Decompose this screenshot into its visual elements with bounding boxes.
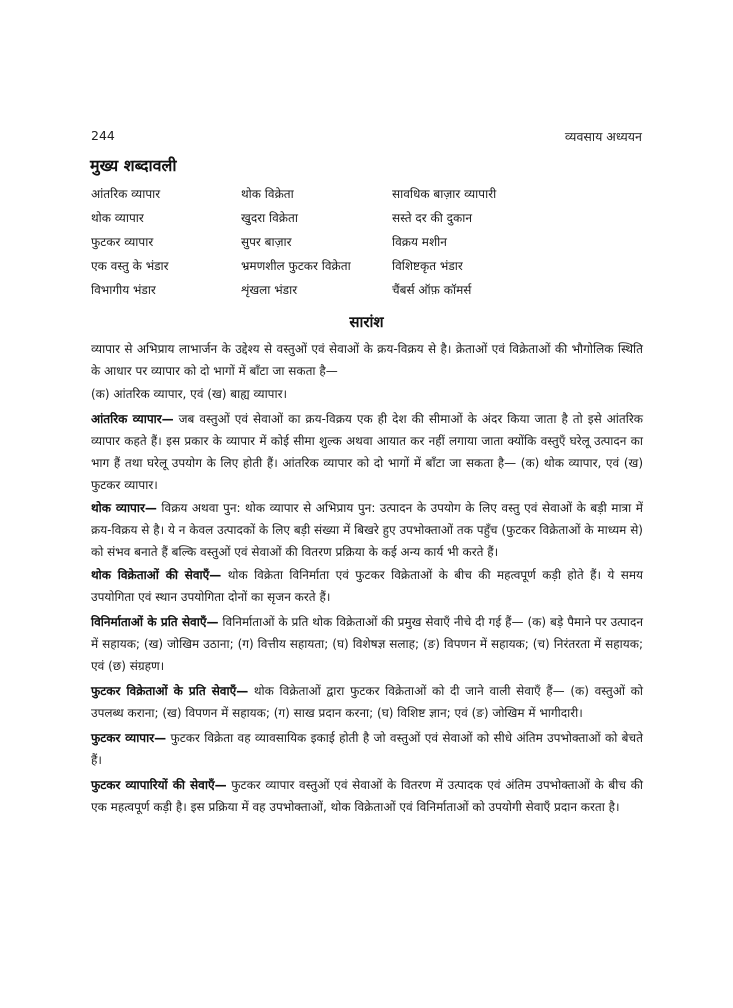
page-number: 244 [91, 128, 115, 143]
retail-trade-paragraph [91, 727, 643, 771]
intro-types: (क) आंतरिक व्यापार, एवं (ख) बाह्य व्यापार। [91, 387, 288, 401]
retailer-services-text: थोक विक्रेताओं द्वारा फुटकर विक्रेताओं को दी जाने वाली सेवाएँ हैं— (क) वस्तुओं को उपलब्ध कराना; (ख) विपणन में सहायक; (ग) साख प्रदान करना; (घ) विशिष्ट ज्ञान; एवं (ङ) जोखिम में भागीदारी। [91, 684, 643, 720]
keyword-item: आंतरिक व्यापार [91, 187, 161, 201]
wholesale-trade-text: विक्रय अथवा पुन: थोक व्यापार से अभिप्राय पुन: उत्पादन के उपयोग के लिए वस्तु एवं सेवाओं के बड़ी मात्रा में क्रय-विक्रय से है। ये न केवल उत्पादकों के लिए बड़ी संख्या में बिखरे हुए उपभोक्ताओं तक पहुँच (फुटकर विक्रेताओं के माध्यम से) को संभव बनाते हैं बल्कि वस्तुओं एवं सेवाओं की वितरण प्रक्रिया के कई अन्य कार्य भी करते हैं। [91, 501, 643, 559]
retailer-role-text: फुटकर व्यापार वस्तुओं एवं सेवाओं के वितरण में उत्पादक एवं अंतिम उपभोक्ताओं के बीच की एक महत्वपूर्ण कड़ी है। इस प्रक्रिया में वह उपभोक्ताओं, थोक विक्रेताओं एवं विनिर्माताओं को उपयोगी सेवाएँ प्रदान करता है। [91, 778, 643, 814]
wholesale-trade-paragraph [91, 497, 643, 563]
retailer-role-term: फुटकर व्यापारियों की सेवाएँ— [91, 778, 227, 792]
keywords-grid [91, 186, 651, 298]
retailer-role-paragraph [91, 774, 643, 818]
wholesaler-services-paragraph [91, 564, 643, 608]
retailer-services-paragraph [91, 680, 643, 724]
keyword-item: विशिष्टकृत भंडार [392, 259, 463, 273]
keywords-heading: मुख्य शब्दावली [90, 156, 177, 175]
keyword-item: फुटकर व्यापार [91, 235, 154, 249]
keyword-item: शृंखला भंडार [241, 283, 298, 297]
manufacturer-services-text: विनिर्माताओं के प्रति थोक विक्रेताओं की प्रमुख सेवाएँ नीचे दी गई हैं— (क) बड़े पैमाने पर उत्पादन में सहायक; (ख) जोखिम उठाना; (ग) वित्तीय सहायता; (घ) विशेषज्ञ सलाह; (ङ) विपणन में सहायक; (च) निरंतरता में सहायक; एवं (छ) संग्रहण। [91, 615, 643, 673]
keyword-item: थोक विक्रेता [241, 187, 294, 201]
page-header [91, 128, 642, 145]
wholesale-trade-term: थोक व्यापार— [91, 501, 157, 515]
intro-paragraph: व्यापार से अभिप्राय लाभार्जन के उद्देश्य से वस्तुओं एवं सेवाओं के क्रय-विक्रय से है। क्रेताओं एवं विक्रेताओं की भौगोलिक स्थिति के आधार पर व्यापार को दो भागों में बाँटा जा सकता है— [91, 342, 643, 378]
keyword-item: चैंबर्स ऑफ़ कॉमर्स [392, 283, 472, 297]
keyword-item: सावधिक बाज़ार व्यापारी [392, 187, 497, 201]
manufacturer-services-paragraph [91, 611, 643, 677]
internal-trade-paragraph [91, 408, 643, 496]
keyword-item: भ्रमणशील फुटकर विक्रेता [241, 259, 351, 273]
keyword-item: सुपर बाज़ार [241, 235, 292, 249]
keyword-item: थोक व्यापार [91, 211, 144, 225]
keyword-item: विक्रय मशीन [392, 235, 447, 249]
internal-trade-term: आंतरिक व्यापार— [91, 412, 174, 426]
keyword-item: विभागीय भंडार [91, 283, 156, 297]
keyword-item: सस्ते दर की दुकान [392, 211, 473, 225]
keyword-item: एक वस्तु के भंडार [91, 259, 169, 273]
retail-trade-text: फुटकर विक्रेता वह व्यावसायिक इकाई होती है जो वस्तुओं एवं सेवाओं को सीधे अंतिम उपभोक्ताओं को बेचते हैं। [91, 731, 643, 767]
wholesaler-services-text: थोक विक्रेता विनिर्माता एवं फुटकर विक्रेताओं के बीच की महत्वपूर्ण कड़ी होते हैं। ये समय उपयोगिता एवं स्थान उपयोगिता दोनों का सृजन करते हैं। [91, 568, 643, 604]
keyword-item: खुदरा विक्रेता [241, 211, 298, 225]
wholesaler-services-term: थोक विक्रेताओं की सेवाएँ— [91, 568, 222, 582]
internal-trade-text: जब वस्तुओं एवं सेवाओं का क्रय-विक्रय एक ही देश की सीमाओं के अंदर किया जाता है तो इसे आंतरिक व्यापार कहते हैं। इस प्रकार के व्यापार में कोई सीमा शुल्क अथवा आयात कर नहीं लगाया जाता क्योंकि वस्तुएँ घरेलू उत्पादन का भाग हैं तथा घरेलू उपयोग के लिए होती हैं। आंतरिक व्यापार को दो भागों में बाँटा जा सकता है— (क) थोक व्यापार, एवं (ख) फुटकर व्यापार। [91, 412, 643, 492]
manufacturer-services-term: विनिर्माताओं के प्रति सेवाएँ— [91, 615, 219, 629]
summary-body [91, 338, 643, 819]
summary-heading: सारांश [349, 313, 384, 331]
retail-trade-term: फुटकर व्यापार— [91, 731, 167, 745]
retailer-services-term: फुटकर विक्रेताओं के प्रति सेवाएँ— [91, 684, 249, 698]
running-title: व्यवसाय अध्ययन [564, 129, 642, 144]
